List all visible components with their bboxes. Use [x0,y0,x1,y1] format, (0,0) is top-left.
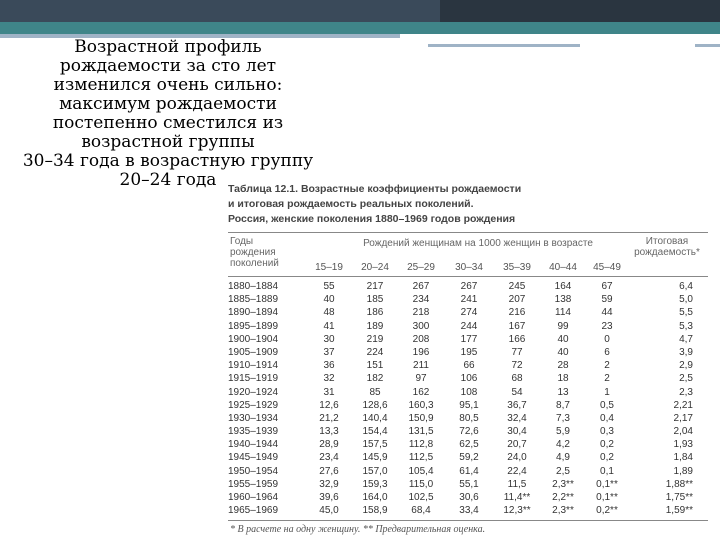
value-cell: 36 [323,360,335,372]
value-cell: 140,4 [362,412,388,424]
value-cell: 300 [412,320,430,332]
value-cell: 24,0 [507,452,527,464]
value-cell: 138 [554,294,572,306]
generation-cell: 1910–1914 [228,360,279,372]
value-cell: 5,9 [556,426,570,438]
value-cell: 115,0 [408,478,434,490]
value-cell: 54 [511,386,523,398]
total-cell: 1,88** [665,478,693,490]
generation-cell: 1880–1884 [228,281,279,292]
value-cell: 186 [366,307,384,319]
table-caption-line: Россия, женские поколения 1880–1969 годов рождения [228,213,516,225]
top-bar-dark-segment [440,0,720,22]
value-cell: 22,4 [507,465,527,477]
value-cell: 30,6 [459,492,479,503]
value-cell: 217 [366,281,384,292]
table-row [228,465,708,478]
value-cell: 40 [557,346,569,358]
value-cell: 267 [460,281,478,292]
value-cell: 4,9 [556,452,570,464]
table-row [228,491,708,504]
value-cell: 185 [366,294,384,306]
heading-line: 30–34 года в возрастную группу [22,151,314,171]
age-column-header: 45–49 [593,262,621,273]
table-body [228,280,708,517]
table-row [228,451,708,464]
value-cell: 2 [604,373,610,385]
age-column-header: 25–29 [407,262,435,273]
value-cell: 218 [412,307,430,319]
heading-line: Возрастной профиль [74,37,262,57]
value-cell: 162 [412,386,430,398]
value-cell: 182 [366,373,384,385]
value-cell: 72 [511,360,523,372]
value-cell: 160,3 [408,399,434,411]
age-column-header: 15–19 [315,262,343,273]
value-cell: 112,8 [408,439,434,451]
value-cell: 36,7 [507,399,527,411]
value-cell: 30,4 [507,426,527,438]
fertility-table [228,182,716,538]
table-row [228,504,708,517]
heading-line: возрастной группы [81,132,255,152]
value-cell: 32 [323,373,335,385]
table-row [228,293,708,306]
total-cell: 1,84 [673,452,693,464]
generation-cell: 1890–1894 [228,307,279,319]
value-cell: 45,0 [319,505,339,517]
value-cell: 151 [366,360,384,372]
value-cell: 0,2 [600,452,614,464]
generation-cell: 1935–1939 [228,426,279,438]
value-cell: 27,6 [319,465,339,477]
value-cell: 31 [323,386,335,398]
value-cell: 23 [601,320,613,332]
value-cell: 4,2 [556,439,570,451]
value-cell: 66 [463,360,475,372]
total-fertility-header: Итоговая рождаемость* [634,236,700,258]
value-cell: 59 [601,294,613,306]
table-caption-line: и итоговая рождаемость реальных поколений. [228,198,474,210]
total-cell: 2,17 [673,412,693,424]
generation-cell: 1905–1909 [228,346,279,358]
generation-cell: 1895–1899 [228,320,279,332]
heading-line: рождаемости за сто лет [59,56,277,76]
value-cell: 208 [412,333,430,345]
heading-line: постепенно сместился из [52,113,284,133]
value-cell: 12,6 [319,399,339,411]
table-row [228,478,708,491]
value-cell: 177 [460,333,478,345]
value-cell: 12,3** [503,505,531,517]
total-cell: 5,0 [679,294,693,306]
value-cell: 145,9 [362,452,388,464]
generation-cell: 1930–1934 [228,412,279,424]
table-row [228,438,708,451]
value-cell: 41 [323,320,335,332]
total-cell: 1,59** [665,505,693,517]
value-cell: 157,0 [362,465,388,477]
value-cell: 33,4 [459,505,479,517]
generation-cell: 1920–1924 [228,386,279,398]
value-cell: 189 [366,320,384,332]
table-header-rule [228,276,708,277]
generation-cell: 1960–1964 [228,492,279,503]
value-cell: 0,3 [600,426,614,438]
value-cell: 61,4 [459,465,479,477]
value-cell: 0,1** [596,492,618,503]
value-cell: 2 [604,360,610,372]
value-cell: 28 [557,360,569,372]
value-cell: 166 [508,333,526,345]
value-cell: 28,9 [319,439,339,451]
total-cell: 5,5 [679,307,693,319]
generation-cell: 1900–1904 [228,333,279,345]
value-cell: 106 [460,373,478,385]
total-cell: 2,3 [679,386,693,398]
value-cell: 102,5 [408,492,434,503]
value-cell: 108 [460,386,478,398]
value-cell: 245 [508,281,526,292]
value-cell: 55,1 [459,478,479,490]
heading-line: изменился очень сильно: [53,75,283,95]
value-cell: 157,5 [362,439,388,451]
value-cell: 32,9 [319,478,339,490]
total-cell: 3,9 [679,346,693,358]
total-cell: 1,75** [665,492,693,503]
total-cell: 2,9 [679,360,693,372]
decor-line-right [695,44,720,47]
value-cell: 6 [604,346,610,358]
value-cell: 0,5 [600,399,614,411]
age-column-header: 35–39 [503,262,531,273]
value-cell: 97 [415,373,427,385]
value-cell: 7,3 [556,412,570,424]
value-cell: 167 [508,320,526,332]
value-cell: 44 [601,307,613,319]
generation-cell: 1950–1954 [228,465,279,477]
total-cell: 2,5 [679,373,693,385]
table-row [228,306,708,319]
value-cell: 105,4 [408,465,434,477]
table-row [228,346,708,359]
value-cell: 114 [555,307,571,319]
table-top-rule [228,232,708,233]
value-cell: 2,2** [552,492,574,503]
value-cell: 37 [323,346,335,358]
value-cell: 234 [412,294,430,306]
value-cell: 13,3 [319,426,339,438]
value-cell: 195 [460,346,478,358]
slide-heading [8,38,328,190]
value-cell: 0,4 [600,412,614,424]
value-cell: 0,2 [600,439,614,451]
value-cell: 67 [601,281,613,292]
value-cell: 154,4 [362,426,388,438]
table-row [228,280,708,293]
generation-cell: 1925–1929 [228,399,279,411]
value-cell: 21,2 [319,412,339,424]
value-cell: 164,0 [362,492,388,503]
generation-cell: 1965–1969 [228,505,279,517]
value-cell: 68,4 [411,505,431,517]
value-cell: 23,4 [319,452,339,464]
table-caption-line: Таблица 12.1. Возрастные коэффициенты рождаемости [228,183,522,195]
age-column-header: 30–34 [455,262,483,273]
value-cell: 11,5 [507,478,527,490]
total-cell: 1,89 [673,465,693,477]
total-cell: 2,21 [673,399,693,411]
value-cell: 128,6 [362,399,388,411]
value-cell: 68 [511,373,523,385]
decor-line-mid [428,44,580,47]
value-cell: 150,9 [408,412,434,424]
table-row [228,386,708,399]
generation-cell: 1945–1949 [228,452,279,464]
value-cell: 39,6 [319,492,339,503]
value-cell: 158,9 [362,505,388,517]
total-cell: 1,93 [673,439,693,451]
heading-line: максимум рождаемости [59,94,277,114]
value-cell: 13 [557,386,569,398]
value-cell: 112,5 [408,452,434,464]
value-cell: 20,7 [507,439,527,451]
value-cell: 216 [508,307,526,319]
table-row [228,359,708,372]
total-cell: 2,04 [673,426,693,438]
value-cell: 30 [323,333,335,345]
value-cell: 164 [554,281,572,292]
generation-cell: 1885–1889 [228,294,279,306]
value-cell: 40 [323,294,335,306]
value-cell: 2,3** [552,478,574,490]
table-footnote: * В расчете на одну женщину. ** Предварительная оценка. [230,524,486,535]
value-cell: 80,5 [459,412,479,424]
value-cell: 0,1 [600,465,614,477]
value-cell: 0,1** [596,478,618,490]
generation-cell: 1915–1919 [228,373,279,385]
age-column-header: 40–44 [549,262,577,273]
value-cell: 241 [460,294,478,306]
value-cell: 62,5 [459,439,479,451]
value-cell: 40 [557,333,569,345]
value-cell: 196 [412,346,430,358]
table-row [228,320,708,333]
value-cell: 219 [366,333,384,345]
generation-cell: 1955–1959 [228,478,279,490]
value-cell: 267 [412,281,430,292]
table-row [228,333,708,346]
age-group-header: Рождений женщинам на 1000 женщин в возрасте [363,238,593,249]
value-cell: 8,7 [556,399,570,411]
table-row [228,425,708,438]
top-bar-accent [0,22,720,34]
total-cell: 6,4 [679,281,693,292]
value-cell: 48 [323,307,335,319]
generation-column-header: Годы рождения поколений [230,236,279,269]
value-cell: 95,1 [459,399,479,411]
value-cell: 244 [460,320,478,332]
value-cell: 2,3** [552,505,574,517]
value-cell: 11,4** [503,492,531,503]
total-cell: 4,7 [679,333,693,345]
value-cell: 59,2 [459,452,479,464]
value-cell: 85 [369,386,381,398]
value-cell: 72,6 [459,426,479,438]
value-cell: 207 [508,294,526,306]
value-cell: 18 [557,373,569,385]
value-cell: 224 [366,346,384,358]
value-cell: 131,5 [408,426,434,438]
value-cell: 99 [557,320,569,332]
table-row [228,399,708,412]
value-cell: 159,3 [362,478,388,490]
value-cell: 77 [511,346,523,358]
table-row [228,412,708,425]
table-row [228,372,708,385]
heading-line: 20–24 года [119,170,217,190]
total-cell: 5,3 [679,320,693,332]
table-bottom-rule [228,520,708,521]
value-cell: 32,4 [507,412,527,424]
value-cell: 2,5 [556,465,570,477]
value-cell: 211 [413,360,429,372]
generation-cell: 1940–1944 [228,439,279,451]
age-column-header: 20–24 [361,262,389,273]
value-cell: 0,2** [596,505,618,517]
value-cell: 55 [323,281,335,292]
value-cell: 274 [460,307,478,319]
value-cell: 1 [604,386,610,398]
value-cell: 0 [604,333,610,345]
